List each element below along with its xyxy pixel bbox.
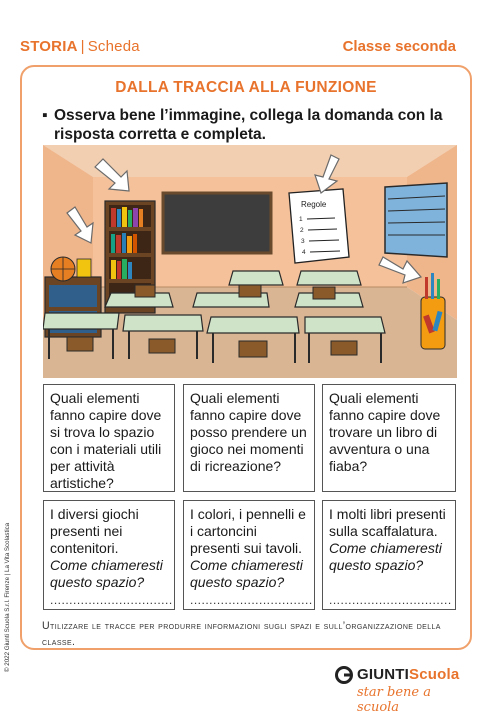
answer-clue: I colori, i pennelli e i cartoncini presenti sui tavoli.	[190, 506, 306, 556]
answer-prompt: Come chiameresti questo spazio?	[190, 557, 303, 590]
question-text: Quali elementi fanno capire dove si trova lo spazio con i materiali utili per attività artistiche?	[50, 390, 162, 491]
header-bar	[20, 38, 456, 60]
rules-item-3: 3	[301, 238, 305, 245]
question-text: Quali elementi fanno capire dove posso prendere un gioco nei momenti di ricreazione?	[190, 390, 307, 474]
question-box-3[interactable]	[322, 384, 456, 492]
instruction-text: Osserva bene l’immagine, collega la domanda con la risposta corretta e completa.	[54, 107, 443, 143]
rules-poster	[289, 189, 349, 263]
classroom-illustration	[43, 145, 457, 378]
question-box-1[interactable]	[43, 384, 175, 492]
answer-prompt: Come chiameresti questo spazio?	[329, 540, 442, 573]
bullet-icon: ▪	[42, 107, 48, 124]
rules-item-2: 2	[300, 227, 304, 234]
chalkboard	[163, 193, 271, 253]
question-text: Quali elementi fanno capire dove trovare un libro di avventura o una fiaba?	[329, 390, 441, 474]
answer-clue: I molti libri presenti sulla scaffalatura.	[329, 506, 446, 539]
logo-tagline: star bene a scuola	[357, 685, 431, 715]
sheet-type: Scheda	[87, 38, 140, 55]
answer-fill-line[interactable]: ................................	[50, 593, 173, 607]
answer-fill-line[interactable]: ................................	[329, 593, 452, 607]
answer-box-3[interactable]	[322, 500, 456, 610]
answer-clue: I diversi giochi presenti nei contenitori.	[50, 506, 139, 556]
logo-brand-accent: Scuola	[409, 666, 460, 683]
answer-content	[190, 506, 308, 591]
teacher-note: Utilizzare le tracce per produrre informazioni sugli spazi e sull’organizzazione della classe.	[42, 620, 441, 648]
rules-item-1: 1	[299, 216, 303, 223]
copyright-notice: © 2022 Giunti Scuola S.r.l. Firenze | La Vita Scolastica	[4, 522, 11, 672]
answer-fill-line[interactable]: ................................	[190, 593, 313, 607]
question-box-2[interactable]	[183, 384, 315, 492]
answer-box-2[interactable]	[183, 500, 315, 610]
answer-prompt: Come chiameresti questo spazio?	[50, 557, 163, 590]
giunti-logo-icon	[335, 666, 353, 684]
logo-wordmark	[357, 666, 459, 683]
answer-content	[329, 506, 449, 574]
subject-name: STORIA	[20, 38, 78, 55]
answer-content	[50, 506, 168, 591]
instruction	[42, 106, 462, 144]
rules-heading: Regole	[301, 200, 327, 209]
worksheet-title: DALLA TRACCIA ALLA FUNZIONE	[115, 79, 377, 96]
subject-label	[20, 38, 140, 55]
window	[385, 183, 447, 257]
logo-brand: GIUNTI	[357, 666, 410, 683]
giunti-scuola-logo	[335, 666, 475, 715]
rules-item-4: 4	[302, 249, 306, 256]
grade-label: Classe seconda	[342, 38, 456, 55]
header-separator: |	[80, 38, 85, 55]
answer-box-1[interactable]	[43, 500, 175, 610]
